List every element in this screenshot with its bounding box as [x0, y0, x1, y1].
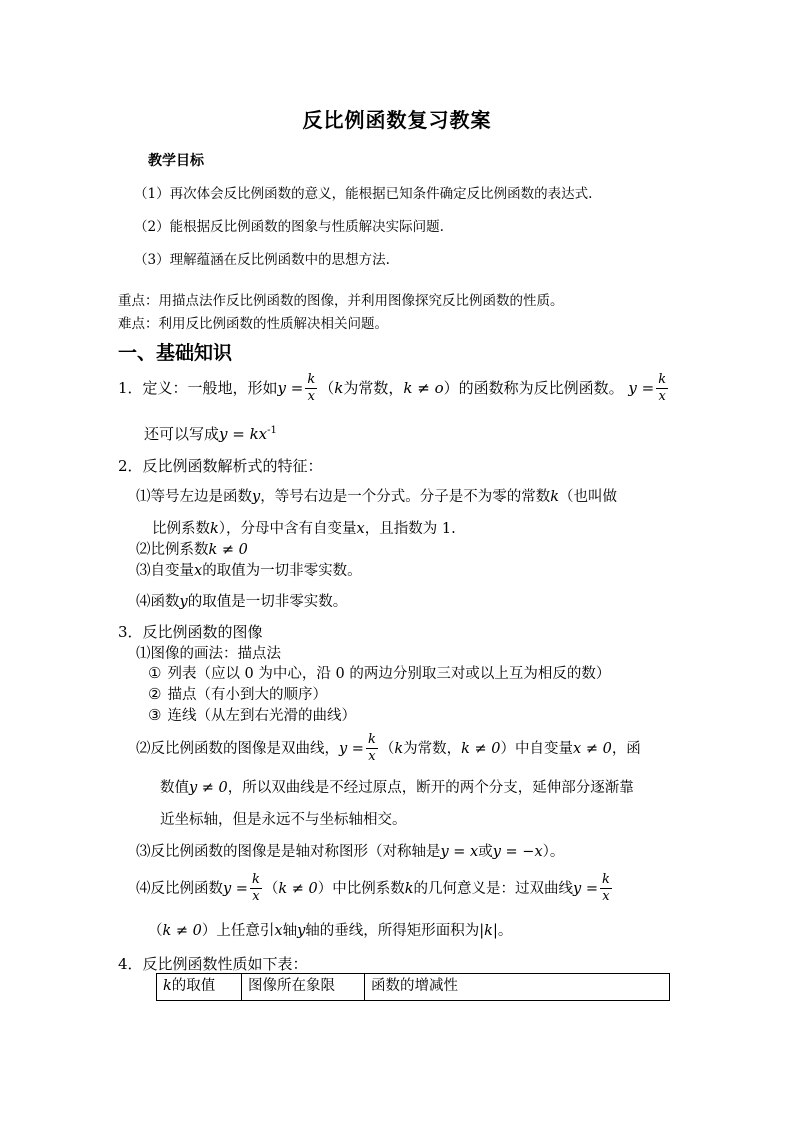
- key-point: 重点：用描点法作反比例函数的图像，并利用图像探究反比例函数的性质。: [118, 293, 564, 309]
- item3-hyperbola-cont: 数值y ≠ 0，所以双曲线是不经过原点，断开的两个分支，延伸部分逐渐靠: [160, 780, 634, 796]
- objective-item-3: （3）理解蕴涵在反比例函数中的思想方法.: [134, 252, 390, 268]
- item3-geometry-cont: （k ≠ 0）上任意引x轴y轴的垂线，所得矩形面积为|k|。: [148, 923, 513, 939]
- fraction-k-over-x-2: $\frac{k}{x}$: [658, 372, 667, 405]
- definition-alt: 还可以写成$y = kx^{-1}$: [144, 425, 277, 443]
- difficulty: 难点：利用反比例函数的性质解决相关问题。: [118, 316, 388, 332]
- item2-heading: 2．反比例函数解析式的特征：: [118, 457, 323, 475]
- step-1: ① 列表（应以 0 为中心，沿 0 的两边分别取三对或以上互为相反的数）: [148, 664, 611, 682]
- table-header-row: [157, 974, 670, 1001]
- step-2: ② 描点（有小到大的顺序）: [148, 685, 327, 703]
- objective-item-1: （1）再次体会反比例函数的意义，能根据已知条件确定反比例函数的表达式.: [134, 186, 593, 202]
- item3-geometry: ⑷反比例函数y = $\frac{k}{x}$ （k ≠ 0）中比例系数k的几何意义是：过双曲线y = $\frac{k}{x}$: [136, 872, 610, 905]
- table-header-quadrant: 图像所在象限: [242, 974, 365, 1001]
- step-3: ③ 连线（从左到右光滑的曲线）: [148, 706, 356, 724]
- table-header-k: k的取值: [157, 974, 242, 1001]
- eq-y: y =: [277, 378, 304, 397]
- item2-feature-1-cont: 比例系数k），分母中含有自变量x，且指数为 1.: [152, 521, 456, 537]
- item2-feature-3: ⑶自变量x的取值为一切非零实数。: [136, 563, 362, 579]
- condition: k ≠ o: [403, 378, 444, 397]
- item3-hyperbola: ⑵反比例函数的图像是双曲线，y = $\frac{k}{x}$ （k为常数，k ≠ 0）中自变量x ≠ 0，函: [136, 732, 641, 765]
- definition-line: 1．定义：一般地，形如y = $\frac{k}{x}$ （k为常数，k ≠ o）的函数称为反比例函数。 y = $\frac{k}{x}$: [118, 372, 667, 405]
- item2-feature-2: ⑵比例系数k ≠ 0: [136, 542, 248, 558]
- page-title: 反比例函数复习教案: [302, 108, 492, 132]
- item3-hyperbola-cont2: 近坐标轴，但是永远不与坐标轴相交。: [160, 812, 407, 828]
- item2-feature-4: ⑷函数y的取值是一切非零实数。: [136, 594, 348, 610]
- section-heading: 一、基础知识: [118, 342, 233, 364]
- objective-item-2: （2）能根据反比例函数的图象与性质解决实际问题.: [134, 219, 444, 235]
- item2-feature-1: ⑴等号左边是函数y，等号右边是一个分式。分子是不为零的常数k（也叫做: [136, 489, 617, 505]
- table-header-monotonicity: 函数的增减性: [365, 974, 670, 1001]
- item3-symmetry: ⑶反比例函数的图像是是轴对称图形（对称轴是y = x或y = −x）。: [136, 844, 565, 860]
- properties-table: [156, 973, 670, 1001]
- item3-heading: 3．反比例函数的图像: [118, 623, 263, 641]
- item4-heading: 4．反比例函数性质如下表：: [118, 955, 308, 973]
- fraction-k-over-x: $\frac{k}{x}$: [307, 372, 316, 405]
- objectives-heading: 教学目标: [148, 153, 204, 169]
- definition-text: 1．定义：一般地，形如: [118, 378, 278, 397]
- item3-method: ⑴图像的画法：描点法: [136, 646, 281, 662]
